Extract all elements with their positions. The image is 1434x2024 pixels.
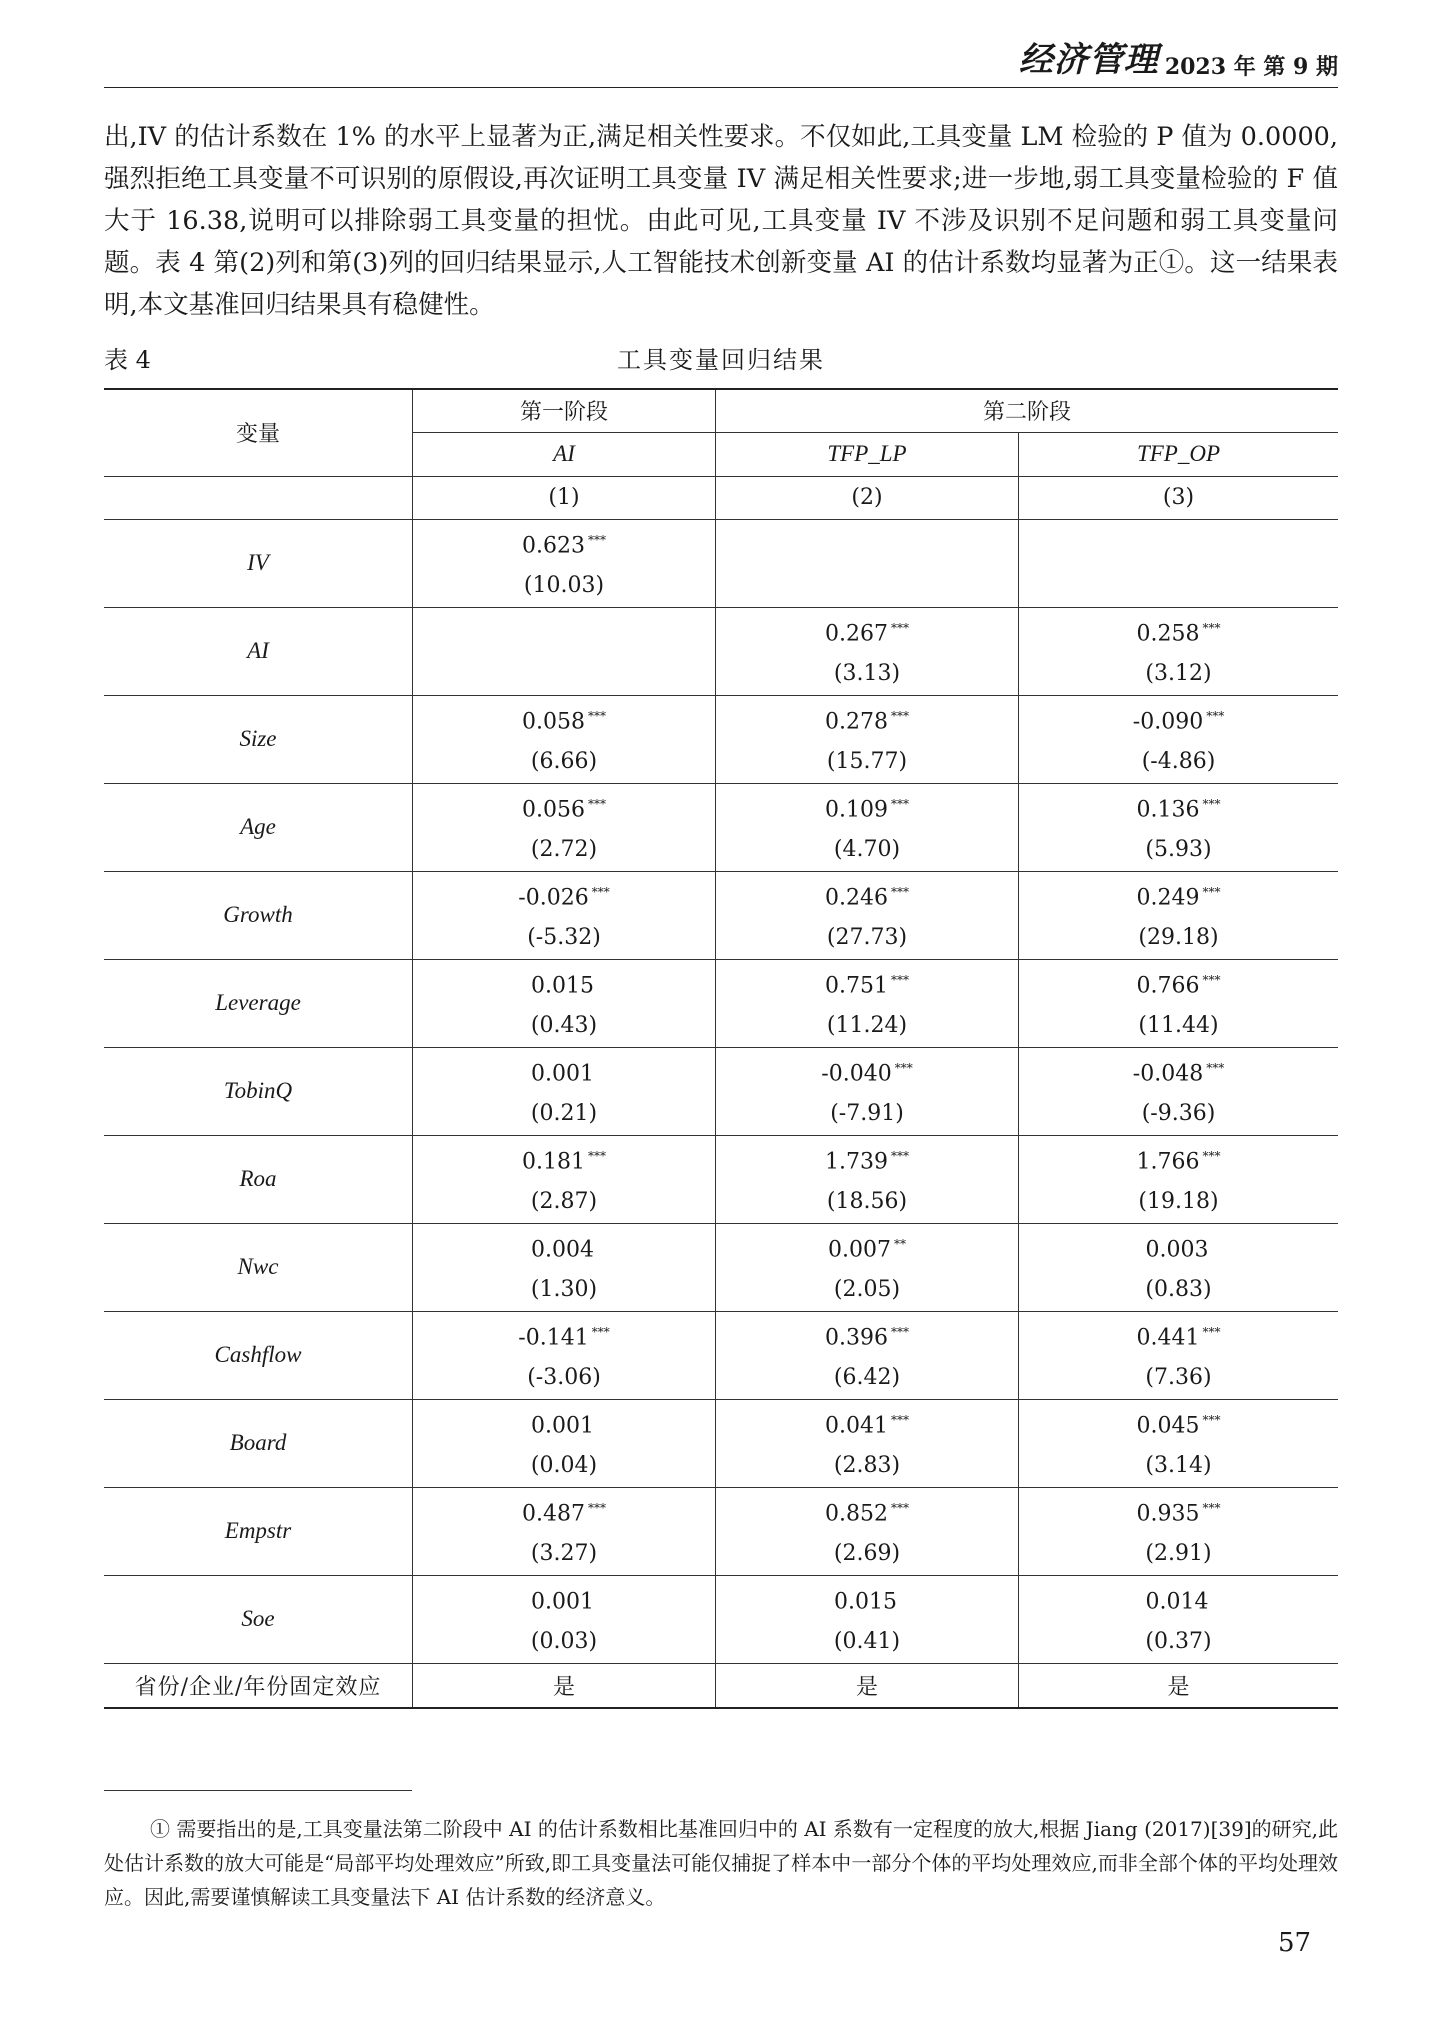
t-statistic: (11.24) bbox=[826, 1013, 908, 1039]
coefficient-value: 0.041 bbox=[825, 1413, 888, 1439]
coefficient-line bbox=[413, 1312, 715, 1358]
t-statistic: (2.91) bbox=[1145, 1541, 1212, 1567]
header-row-stage bbox=[104, 389, 1338, 432]
running-header bbox=[104, 38, 1338, 88]
coefficient-line bbox=[716, 540, 1018, 586]
coefficient-line bbox=[413, 1400, 715, 1446]
coefficient-cell bbox=[1019, 695, 1339, 783]
coefficient-line bbox=[1019, 960, 1338, 1006]
table-row bbox=[104, 1399, 1338, 1487]
coefficient-cell bbox=[1019, 1135, 1339, 1223]
regression-table bbox=[104, 388, 1338, 1709]
t-statistic: (6.66) bbox=[530, 749, 598, 775]
depvar-1: AI bbox=[413, 432, 716, 476]
coefficient-line bbox=[716, 1048, 1018, 1094]
variable-name: AI bbox=[104, 607, 413, 695]
significance-stars: *** bbox=[890, 1148, 909, 1163]
significance-stars: *** bbox=[587, 1500, 606, 1515]
variable-name: Size bbox=[104, 695, 413, 783]
coefficient-line bbox=[1019, 608, 1338, 654]
fe-value-2: 是 bbox=[716, 1663, 1019, 1708]
coefficient-value: 0.109 bbox=[825, 797, 888, 823]
coefficient-line bbox=[1019, 1576, 1338, 1622]
coefficient-cell bbox=[413, 1487, 716, 1575]
coefficient-cell bbox=[413, 959, 716, 1047]
coefficient-value: 0.487 bbox=[522, 1501, 585, 1527]
blank-cell bbox=[104, 476, 413, 519]
body-paragraph bbox=[104, 116, 1338, 326]
coefficient-line bbox=[413, 696, 715, 742]
coefficient-line bbox=[413, 628, 715, 674]
coefficient-value: 0.014 bbox=[1145, 1589, 1209, 1615]
t-statistic: (0.04) bbox=[530, 1453, 598, 1479]
t-statistic: (2.05) bbox=[833, 1277, 901, 1303]
significance-stars: *** bbox=[890, 620, 909, 635]
coefficient-value: 0.396 bbox=[825, 1325, 888, 1351]
stage1-header: 第一阶段 bbox=[413, 389, 716, 432]
t-statistic: (0.37) bbox=[1145, 1629, 1212, 1655]
coefficient-cell bbox=[716, 871, 1019, 959]
coefficient-line bbox=[716, 1312, 1018, 1358]
depvar-2: TFP_LP bbox=[716, 432, 1019, 476]
table-row bbox=[104, 1487, 1338, 1575]
t-statistic: (10.03) bbox=[523, 573, 605, 599]
coefficient-cell bbox=[716, 1575, 1019, 1663]
coefficient-cell bbox=[716, 959, 1019, 1047]
coefficient-cell bbox=[413, 1311, 716, 1399]
significance-stars: *** bbox=[1202, 1412, 1221, 1427]
variable-name: Soe bbox=[104, 1575, 413, 1663]
coefficient-line bbox=[413, 960, 715, 1006]
t-statistic: (2.83) bbox=[833, 1453, 901, 1479]
coefficient-value: 0.278 bbox=[825, 709, 888, 735]
significance-stars: *** bbox=[1202, 972, 1221, 987]
colnum-1: (1) bbox=[413, 476, 716, 519]
coefficient-cell bbox=[413, 607, 716, 695]
coefficient-value: 0.003 bbox=[1145, 1237, 1209, 1263]
table-row bbox=[104, 1575, 1338, 1663]
coefficient-line bbox=[413, 1136, 715, 1182]
significance-stars: *** bbox=[1202, 884, 1221, 899]
paragraph-text: 出,IV 的估计系数在 1% 的水平上显著为正,满足相关性要求。不仅如此,工具变量 LM 检验的 P 值为 0.0000,强烈拒绝工具变量不可识别的原假设,再次证明工具变量 IV 满足相关性要求;进一步地,弱工具变量检验的 F 值大于 16.38,说明可以排除弱工具变量的担忧。由此可见,工具变量 IV 不涉及识别不足问题和弱工具变量问题。表 4 第(2)列和第(3)列的回归结果显示,人工智能技术创新变量 AI 的估计系数均显著为正①。这一结果表明,本文基准回归结果具有稳健性。 bbox=[104, 122, 1338, 320]
coefficient-line bbox=[1019, 784, 1338, 830]
coefficient-cell bbox=[413, 783, 716, 871]
variable-name: Empstr bbox=[104, 1487, 413, 1575]
coefficient-value: 0.015 bbox=[834, 1589, 897, 1615]
coefficient-cell bbox=[1019, 1575, 1339, 1663]
coefficient-cell bbox=[716, 1047, 1019, 1135]
coefficient-value: 0.623 bbox=[522, 533, 585, 559]
colnum-2: (2) bbox=[716, 476, 1019, 519]
table-row bbox=[104, 871, 1338, 959]
t-statistic: (-7.91) bbox=[830, 1101, 904, 1127]
fe-label: 省份/企业/年份固定效应 bbox=[104, 1663, 413, 1708]
significance-stars: *** bbox=[1202, 1500, 1221, 1515]
coefficient-cell bbox=[1019, 1223, 1339, 1311]
t-statistic: (0.43) bbox=[530, 1013, 598, 1039]
significance-stars: *** bbox=[890, 1324, 909, 1339]
coefficient-cell bbox=[1019, 1399, 1339, 1487]
issue-info: 2023 年 第 9 期 bbox=[1164, 54, 1338, 80]
footnote bbox=[104, 1812, 1338, 1914]
significance-stars: *** bbox=[890, 1500, 909, 1515]
coefficient-line bbox=[716, 1400, 1018, 1446]
table-row bbox=[104, 1135, 1338, 1223]
coefficient-cell bbox=[413, 1223, 716, 1311]
coefficient-line bbox=[1019, 1312, 1338, 1358]
coefficient-line bbox=[716, 784, 1018, 830]
coefficient-cell bbox=[1019, 871, 1339, 959]
coefficient-cell bbox=[413, 1575, 716, 1663]
coefficient-line bbox=[716, 1576, 1018, 1622]
t-statistic: (3.13) bbox=[833, 661, 901, 687]
coefficient-value: 0.015 bbox=[531, 973, 594, 999]
coefficient-value: 0.181 bbox=[522, 1149, 585, 1175]
variable-name: Age bbox=[104, 783, 413, 871]
coefficient-cell bbox=[413, 1399, 716, 1487]
coefficient-cell bbox=[1019, 959, 1339, 1047]
significance-stars: *** bbox=[1202, 796, 1221, 811]
coefficient-cell bbox=[1019, 607, 1339, 695]
t-statistic: (1.30) bbox=[530, 1277, 598, 1303]
t-statistic: (2.87) bbox=[530, 1189, 598, 1215]
variable-name: Cashflow bbox=[104, 1311, 413, 1399]
variable-name: Roa bbox=[104, 1135, 413, 1223]
coefficient-value: 0.246 bbox=[825, 885, 888, 911]
table-row bbox=[104, 1223, 1338, 1311]
table-body bbox=[104, 519, 1338, 1663]
significance-stars: *** bbox=[587, 1148, 606, 1163]
coefficient-line bbox=[413, 1048, 715, 1094]
significance-stars: *** bbox=[1206, 708, 1225, 723]
footnote-divider bbox=[104, 1790, 412, 1791]
t-statistic: (3.14) bbox=[1145, 1453, 1212, 1479]
t-statistic: (3.27) bbox=[530, 1541, 598, 1567]
coefficient-line bbox=[1019, 1136, 1338, 1182]
coefficient-line bbox=[1019, 872, 1338, 918]
coefficient-line bbox=[716, 1136, 1018, 1182]
t-statistic: (-9.36) bbox=[1141, 1101, 1216, 1127]
coefficient-cell bbox=[716, 1135, 1019, 1223]
variable-name: Leverage bbox=[104, 959, 413, 1047]
coefficient-line bbox=[716, 1224, 1018, 1270]
variable-name: IV bbox=[104, 519, 413, 607]
significance-stars: *** bbox=[890, 972, 909, 987]
coefficient-line bbox=[1019, 696, 1338, 742]
coefficient-line bbox=[716, 872, 1018, 918]
fe-value-1: 是 bbox=[413, 1663, 716, 1708]
coefficient-value: 1.739 bbox=[825, 1149, 888, 1175]
coefficient-line bbox=[1019, 540, 1338, 586]
significance-stars: *** bbox=[591, 884, 610, 899]
coefficient-cell bbox=[413, 1135, 716, 1223]
t-statistic: (27.73) bbox=[826, 925, 908, 951]
fixed-effects-row bbox=[104, 1663, 1338, 1708]
significance-stars: *** bbox=[591, 1324, 610, 1339]
significance-stars: *** bbox=[1202, 1148, 1221, 1163]
t-statistic: (0.03) bbox=[530, 1629, 598, 1655]
t-statistic: (-4.86) bbox=[1141, 749, 1216, 775]
t-statistic: (0.21) bbox=[530, 1101, 598, 1127]
table-row bbox=[104, 1311, 1338, 1399]
table-caption bbox=[104, 340, 1338, 376]
stage2-header: 第二阶段 bbox=[716, 389, 1339, 432]
coefficient-line bbox=[1019, 1048, 1338, 1094]
coefficient-value: -0.141 bbox=[518, 1325, 589, 1351]
coefficient-cell bbox=[413, 695, 716, 783]
coefficient-line bbox=[413, 520, 715, 566]
significance-stars: *** bbox=[894, 1060, 913, 1075]
table-row bbox=[104, 607, 1338, 695]
coefficient-line bbox=[413, 1576, 715, 1622]
t-statistic: (-3.06) bbox=[527, 1365, 601, 1391]
page-number: 57 bbox=[1278, 1928, 1312, 1958]
coefficient-value: -0.090 bbox=[1132, 709, 1204, 735]
coefficient-cell bbox=[716, 519, 1019, 607]
coefficient-value: 0.258 bbox=[1136, 621, 1200, 647]
coefficient-value: 0.136 bbox=[1136, 797, 1200, 823]
significance-stars: *** bbox=[587, 532, 606, 547]
coefficient-value: 0.056 bbox=[522, 797, 585, 823]
t-statistic: (15.77) bbox=[826, 749, 908, 775]
t-statistic: (4.70) bbox=[833, 837, 901, 863]
coefficient-line bbox=[1019, 1224, 1338, 1270]
coefficient-cell bbox=[716, 1223, 1019, 1311]
coefficient-cell bbox=[716, 783, 1019, 871]
colnum-3: (3) bbox=[1019, 476, 1339, 519]
significance-stars: *** bbox=[890, 708, 909, 723]
coefficient-cell bbox=[1019, 1487, 1339, 1575]
coefficient-value: 0.001 bbox=[531, 1589, 594, 1615]
t-statistic: (3.12) bbox=[1145, 661, 1212, 687]
t-statistic: (19.18) bbox=[1138, 1189, 1219, 1215]
significance-stars: *** bbox=[890, 796, 909, 811]
coefficient-line bbox=[716, 960, 1018, 1006]
coefficient-cell bbox=[716, 1399, 1019, 1487]
coefficient-value: 0.001 bbox=[531, 1413, 594, 1439]
coefficient-line bbox=[716, 608, 1018, 654]
coefficient-line bbox=[716, 696, 1018, 742]
fe-value-3: 是 bbox=[1019, 1663, 1339, 1708]
coefficient-line bbox=[413, 1488, 715, 1534]
coefficient-value: 0.935 bbox=[1136, 1501, 1200, 1527]
coefficient-value: 0.852 bbox=[825, 1501, 888, 1527]
coefficient-cell bbox=[413, 519, 716, 607]
coefficient-cell bbox=[413, 871, 716, 959]
variable-name: TobinQ bbox=[104, 1047, 413, 1135]
t-statistic: (5.93) bbox=[1145, 837, 1212, 863]
coefficient-cell bbox=[413, 1047, 716, 1135]
t-statistic: (18.56) bbox=[826, 1189, 908, 1215]
coefficient-line bbox=[413, 1224, 715, 1270]
significance-stars: *** bbox=[587, 708, 606, 723]
significance-stars: *** bbox=[587, 796, 606, 811]
significance-stars: *** bbox=[890, 884, 909, 899]
coefficient-line bbox=[716, 1488, 1018, 1534]
coefficient-cell bbox=[716, 695, 1019, 783]
table-row bbox=[104, 1047, 1338, 1135]
significance-stars: *** bbox=[890, 1412, 909, 1427]
significance-stars: *** bbox=[1206, 1060, 1225, 1075]
significance-stars: *** bbox=[1202, 620, 1221, 635]
t-statistic: (6.42) bbox=[833, 1365, 901, 1391]
coefficient-line bbox=[413, 784, 715, 830]
coefficient-value: 0.007 bbox=[828, 1237, 891, 1263]
coefficient-line bbox=[1019, 1400, 1338, 1446]
coefficient-cell bbox=[1019, 519, 1339, 607]
coefficient-value: -0.040 bbox=[821, 1061, 892, 1087]
coefficient-value: 0.004 bbox=[531, 1237, 594, 1263]
variable-name: Growth bbox=[104, 871, 413, 959]
coefficient-value: 0.249 bbox=[1136, 885, 1200, 911]
journal-name: 经济管理 bbox=[1018, 40, 1159, 80]
t-statistic: (29.18) bbox=[1138, 925, 1219, 951]
variable-header: 变量 bbox=[104, 389, 413, 476]
footnote-text: ① 需要指出的是,工具变量法第二阶段中 AI 的估计系数相比基准回归中的 AI 系数有一定程度的放大,根据 Jiang (2017)[39]的研究,此处估计系数的放大可能是“局部平均处理效应”所致,即工具变量法可能仅捕捉了样本中一部分个体的平均处理效应,而非全部个体的平均处理效应。因此,需要谨慎解读工具变量法下 AI 估计系数的经济意义。 bbox=[104, 1817, 1338, 1909]
coefficient-value: 1.766 bbox=[1136, 1149, 1200, 1175]
coefficient-value: 0.751 bbox=[825, 973, 888, 999]
coefficient-cell bbox=[716, 1311, 1019, 1399]
t-statistic: (2.69) bbox=[833, 1541, 901, 1567]
significance-stars: ** bbox=[893, 1236, 906, 1251]
table-row bbox=[104, 959, 1338, 1047]
coefficient-value: 0.058 bbox=[522, 709, 585, 735]
coefficient-cell bbox=[1019, 783, 1339, 871]
coefficient-value: 0.001 bbox=[531, 1061, 594, 1087]
significance-stars: *** bbox=[1202, 1324, 1221, 1339]
coefficient-line bbox=[1019, 1488, 1338, 1534]
header-row-colnum bbox=[104, 476, 1338, 519]
variable-name: Nwc bbox=[104, 1223, 413, 1311]
coefficient-value: -0.026 bbox=[518, 885, 589, 911]
coefficient-cell bbox=[716, 1487, 1019, 1575]
coefficient-cell bbox=[1019, 1047, 1339, 1135]
coefficient-value: 0.045 bbox=[1136, 1413, 1200, 1439]
coefficient-value: -0.048 bbox=[1132, 1061, 1204, 1087]
t-statistic: (2.72) bbox=[530, 837, 598, 863]
table-title: 工具变量回归结果 bbox=[617, 346, 825, 374]
table-row bbox=[104, 519, 1338, 607]
t-statistic: (0.41) bbox=[833, 1629, 901, 1655]
t-statistic: (-5.32) bbox=[527, 925, 601, 951]
variable-name: Board bbox=[104, 1399, 413, 1487]
coefficient-cell bbox=[1019, 1311, 1339, 1399]
coefficient-cell bbox=[716, 607, 1019, 695]
coefficient-value: 0.766 bbox=[1136, 973, 1200, 999]
depvar-3: TFP_OP bbox=[1019, 432, 1339, 476]
t-statistic: (11.44) bbox=[1138, 1013, 1219, 1039]
coefficient-value: 0.441 bbox=[1136, 1325, 1200, 1351]
table-number: 表 4 bbox=[104, 346, 151, 374]
coefficient-line bbox=[413, 872, 715, 918]
coefficient-value: 0.267 bbox=[825, 621, 888, 647]
table-row bbox=[104, 695, 1338, 783]
table-row bbox=[104, 783, 1338, 871]
t-statistic: (7.36) bbox=[1145, 1365, 1212, 1391]
t-statistic: (0.83) bbox=[1145, 1277, 1212, 1303]
